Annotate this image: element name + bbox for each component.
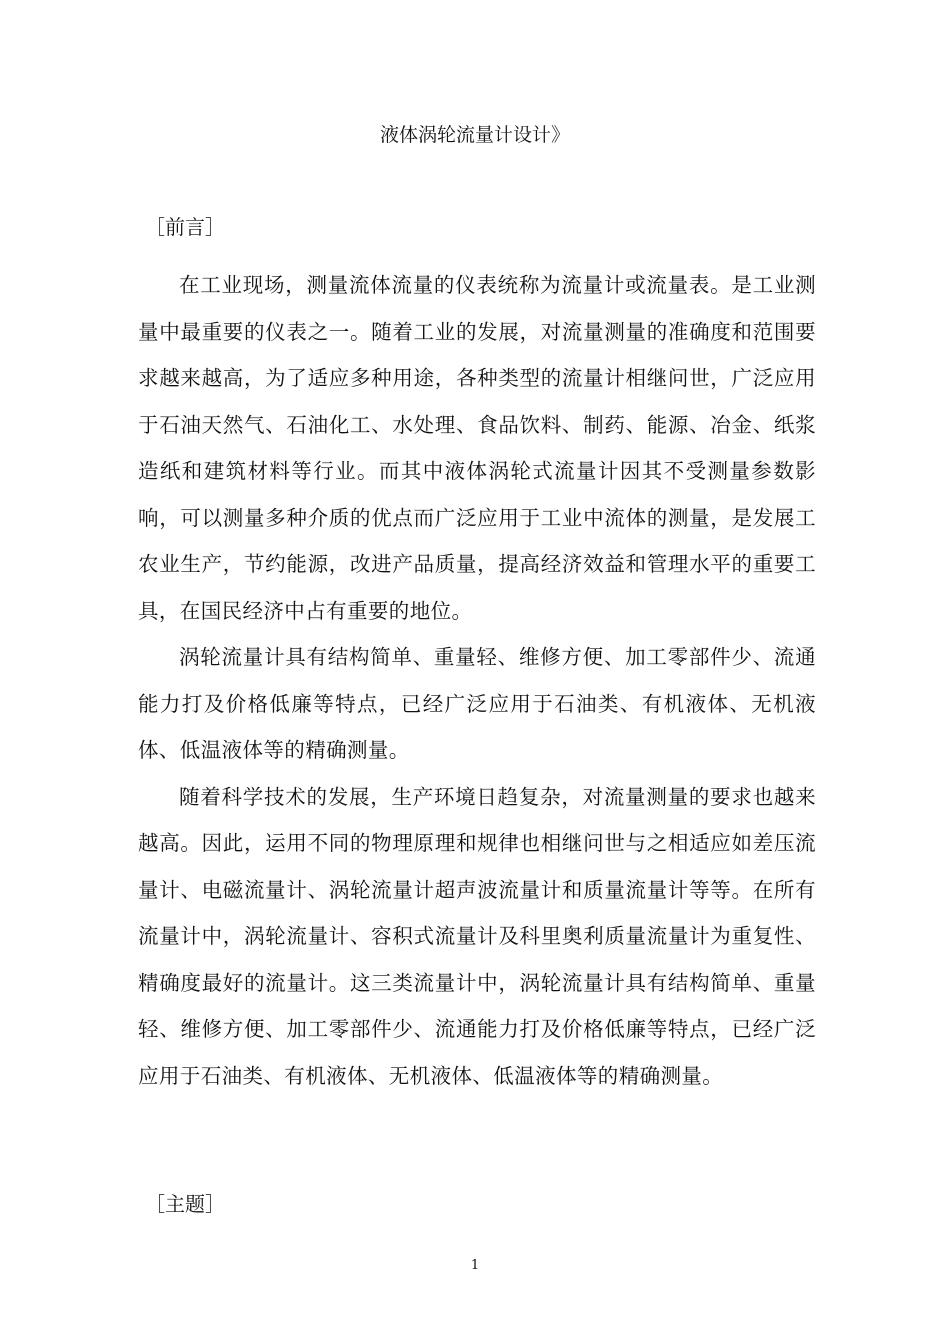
paragraph-3: 随着科学技术的发展，生产环境日趋复杂，对流量测量的要求也越来越高。因此，运用不同的物理原理和规律也相继问世与之相适应如差压流量计、电磁流量计、涡轮流量计超声波流量计和质量流量计等等。在所有流量计中，涡轮流量计、容积式流量计及科里奥利质量流量计为重复性、精确度最好的流量计。这三类流量计中，涡轮流量计具有结构简单、重量轻、维修方便、加工零部件少、流通能力打及价格低廉等特点，已经广泛应用于石油类、有机液体、无机液体、低温液体等的精确测量。 xyxy=(138,784,816,1088)
preface-heading: ［前言］ xyxy=(145,215,225,239)
paragraph-1: 在工业现场，测量流体流量的仪表统称为流量计或流量表。是工业测量中最重要的仪表之一。随着工业的发展，对流量测量的准确度和范围要求越来越高，为了适应多种用途，各种类型的流量计相继问世，广泛应用于石油天然气、石油化工、水处理、食品饮料、制药、能源、冶金、纸浆造纸和建筑材料等行业。而其中液体涡轮式流量计因其不受测量参数影响，可以测量多种介质的优点而广泛应用于工业中流体的测量，是发展工农业生产，节约能源，改进产品质量，提高经济效益和管理水平的重要工具，在国民经济中占有重要的地位。 xyxy=(138,273,816,623)
document-title: 液体涡轮流量计设计》 xyxy=(379,124,570,146)
paragraph-2: 涡轮流量计具有结构简单、重量轻、维修方便、加工零部件少、流通能力打及价格低廉等特点，已经广泛应用于石油类、有机液体、无机液体、低温液体等的精确测量。 xyxy=(138,645,816,762)
topic-heading: ［主题］ xyxy=(145,1192,225,1216)
preface-body xyxy=(138,262,816,1099)
page-number: 1 xyxy=(470,1258,480,1273)
